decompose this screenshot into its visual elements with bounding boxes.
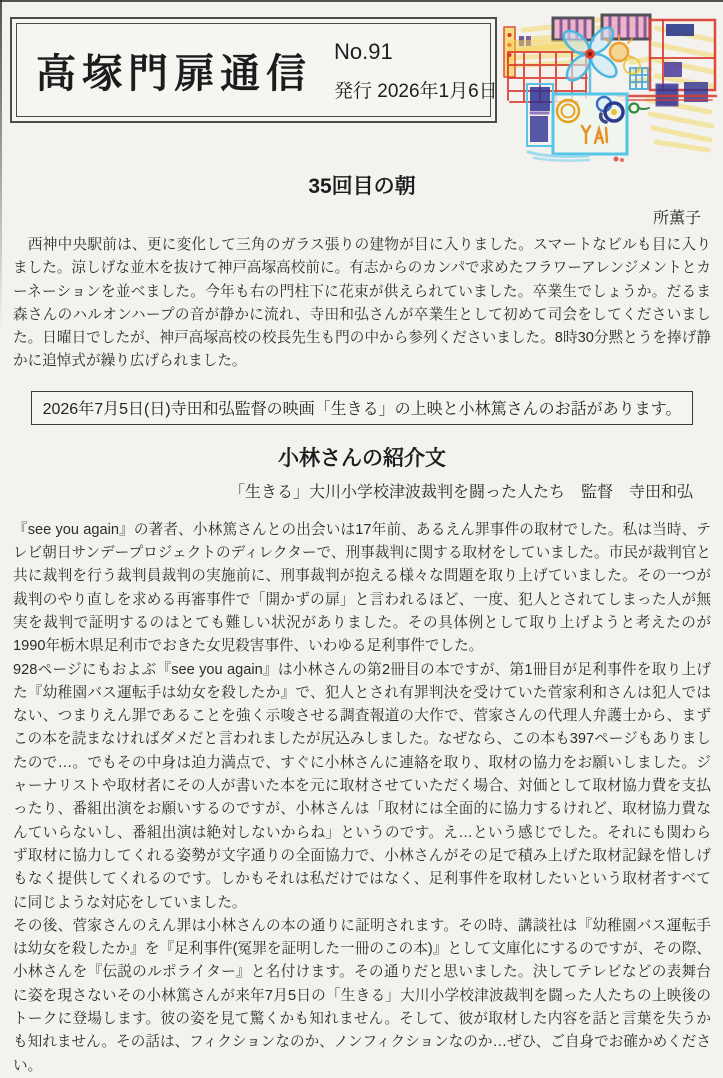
scan-edge-top bbox=[0, 0, 723, 2]
newsletter-title: 高塚門扉通信 bbox=[36, 51, 312, 96]
author-byline: 所薫子 bbox=[652, 210, 701, 227]
masthead-inner-border bbox=[16, 23, 498, 117]
masthead-box bbox=[10, 17, 497, 123]
article2-title: 小林さんの紹介文 bbox=[278, 446, 446, 470]
article1-title: 35回目の朝 bbox=[308, 175, 416, 198]
article2-paragraph-2: 928ページにもおよぶ『see you again』は小林さんの第2冊目の本ですが、第1冊目が足利事件を取り上げた『幼稚園バス運転手は幼女を殺したか』で、犯人とされ有罪判決を受けていた菅家利和さんは犯人ではない、つまりえん罪であることを強く示唆させる調査報道の大作で、菅家さんの代理人弁護士から、まずこの本を読まなければダメだと言われましたが尻込みしました。なぜなら、この本も397ページもありましたので…。でもその中身は迫力満点で、すぐに小林さんに連絡を取り、取材の協力をお願いしました。ジャーナリストや取材者にその人が書いた本を元に取材させていただく場合、対価として取材協力費を支払ったり、番組出演をお願いするのですが、小林さんは「取材には全面的に協力するけれど、取材協力費なんていらないし、番組出演は絶対しないからね」というのです。え…という感じでした。それにも関わらず取材に協力してくれる姿勢が文字通りの全面協力で、小林さんがその足で積み上げた取材記録を惜しげもなく提供してくれるのです。しかもそれは私だけではなく、足利事件を取材したいという取材者すべてに同じような対応をしていました。 bbox=[13, 661, 711, 911]
article2-subtitle: 「生きる」大川小学校津波裁判を闘った人たち 監督 寺田和弘 bbox=[228, 483, 693, 501]
article2-paragraph-3: その後、菅家さんのえん罪は小林さんの本の通りに証明されます。その時、講談社は『幼稚園バス運転手は幼女を殺したか』を『足利事件(冤罪を証明した一冊のこの本)』として文庫化にするのですが、その際、小林さんを『伝説のルポライター』と名付けます。その通りだと思いました。決してテレビなどの表舞台に姿を現さないその小林篤さんが来年7月5日の「生きる」大川小学校津波裁判を闘った人たちの上映後のトークに登場します。彼の姿を見て驚くかも知れません。そして、彼が取材した内容を話と言葉を失うかも知れません。その話は、フィクションなのか、ノンフィクションなのか…ぜひ、ご自身でお確かめください。 bbox=[13, 917, 711, 1074]
publish-date: 発行 2026年1月6日 bbox=[334, 81, 498, 102]
article2-paragraph-1: 『see you again』の著者、小林篤さんとの出会いは17年前、あるえん罪事件の取材でした。私は当時、テレビ朝日サンデープロジェクトのディレクターで、刑事裁判に関する取材をしていました。市民が裁判官と共に裁判を行う裁判員裁判の実施前に、刑事裁判が抱える様々な問題を取り上げていました。その一つが裁判のやり直しを求める再審事件で「開かずの扉」と言われるほど、一度、犯人とされてしまった人が無実を裁判で証明するのはとても難しい状況がありました。その具体例として取り上げようと考えたのが1990年栃木県足利市でおきた女児殺害事件、いわゆる足利事件でした。 bbox=[13, 521, 711, 655]
article1-body: 西神中央駅前は、更に変化して三角のガラス張りの建物が目に入りました。スマートなビルも目に入りました。涼しげな並木を抜けて神戸高塚高校前に。有志からのカンパで求めたフラワーアレンジメントとカーネーションを並べました。今年も右の門柱下に花束が供えられていました。卒業生でしょうか。だるま森さんのハルオンハープの音が静かに流れ、寺田和弘さんが卒業生として初めて司会をしてくださいました。日曜日でしたが、神戸高塚高校の校長先生も門の中から参列くださいました。8時30分黙とうを捧げ静かに追悼式が繰り広げられました。 bbox=[13, 237, 711, 370]
crayon-illustration bbox=[498, 12, 720, 164]
announcement-box bbox=[31, 391, 694, 425]
masthead-meta bbox=[334, 37, 498, 103]
article2-body bbox=[13, 519, 711, 1078]
announcement-text: 2026年7月5日(日)寺田和弘監督の映画「生きる」の上映と小林篤さんのお話があります。 bbox=[42, 400, 682, 418]
issue-number: No.91 bbox=[334, 39, 393, 64]
scan-edge-left bbox=[0, 0, 2, 330]
page-content bbox=[13, 166, 711, 1078]
